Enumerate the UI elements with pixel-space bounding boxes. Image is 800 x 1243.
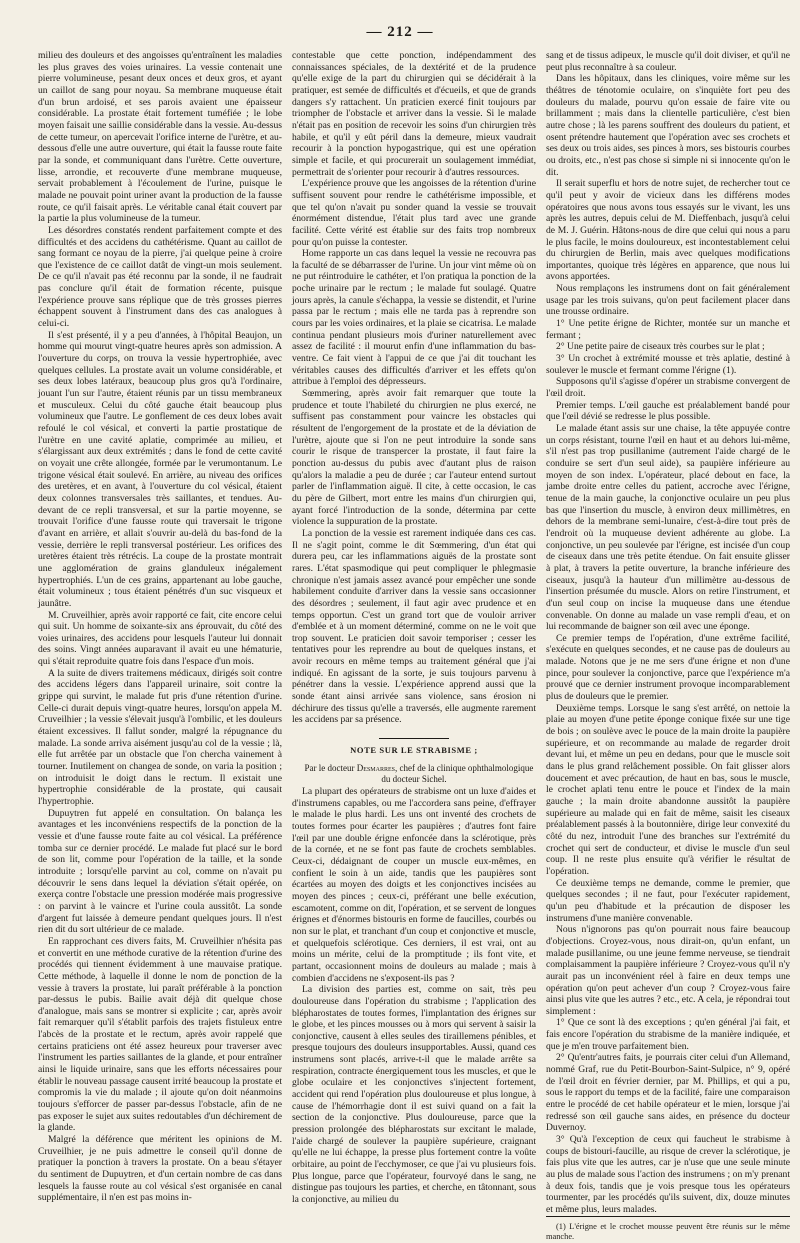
paragraph: 1° Une petite érigne de Richter, montée sur un manche et fermant ;	[546, 318, 790, 341]
paragraph: Ce deuxième temps ne demande, comme le premier, que quelques secondes ; il ne faut, pour l'exécuter rapidement, qu'un peu d'habitude et la précaution de disposer les instrumens d'une manière convenable.	[546, 877, 790, 924]
paragraph: En rapprochant ces divers faits, M. Cruveilhier n'hésita pas et convertit en une méthode curative de la rétention d'urine des procédés qui tiennent évidemment à une mauvaise pratique. Cette méthode, à laquelle il donne le nom de ponction de la vessie à travers la prostate, lui paraît préférable à la ponction par-dessus le pubis. Bailie avait déjà dit quelque chose d'analogue, mais sans se montrer si explicite ; car, après avoir fait remarquer qu'il s'établit parfois des trajets fistuleux entre l'abcès de la prostate et le rectum, après avoir rappelé que certains praticiens ont été assez heureux pour traverser avec l'instrument les parties saillantes de la glande, et pour entraîner ainsi le liquide urinaire, sans que les efforts nécessaires pour établir le nouveau passage causent irrité beaucoup la prostate et compromis la vie du malade ; il ajoute qu'on doit néanmoins toujours s'efforcer de passer par-dessus l'obstacle, afin de ne pas exposer le sujet aux suites redoutables d'un déchirement de la glande.	[38, 935, 282, 1134]
paragraph: 1° Que ce sont là des exceptions ; qu'en général j'ai fait, et fais encore l'opération du strabisme de la manière indiquée, et que je m'en trouve parfaitement bien.	[546, 1017, 790, 1052]
paragraph: contestable que cette ponction, indépendamment des connaissances spéciales, de la dextérité et de la prudence qu'elle exige de la part du chirurgien qui se décidérait à la pratiquer, est semée de difficultés et d'écueils, et que de grands dangers s'y rattachent. Un praticien exercé finit toujours par triompher de l'obstacle et arriver dans la vessie. Si le malade n'était pas en position de recevoir les soins d'un chirurgien très habile, et qu'il y eût péril dans la demeure, mieux vaudrait recourir à la ponction hypogastrique, qui est une opération simple et facile, et qui procurerait un soulagement immédiat, permettrait de s'orienter pour recourir à d'autres ressources.	[292, 50, 536, 178]
section-rule	[379, 738, 449, 739]
paragraph: Premier temps. L'œil gauche est préalablement bandé pour que l'œil dévié se redresse le plus possible.	[546, 399, 790, 423]
paragraph: La division des parties est, comme on sait, très peu douloureuse dans l'opération du strabisme ; l'application des blépharostates de toutes formes, l'implantation des érignes sur le globe, et les pinces mousses ou à mors qui servent à saisir la conjonctive, causent à elles seules des tiraillemens pénibles, et presque toujours des douleurs insupportables. Aussi, quand ces instrumens sont placés, arrive-t-il que le malade arrête sa respiration, contracte énergiquement tous les muscles, et que le globe oculaire et les conjonctives s'injectent fortement, accident qui rend l'opération plus douloureuse et plus longue, à cause de l'hémorrhagie dont il est suivi quand on a fait la section de la conjonctive. Plus douloureuse, parce que la pression prolongée des blépharostats sur excitant le malade, l'aide chargé de soulever la paupière supérieure, craignant qu'elle ne lui échappe, la presse plus fortement contre la voûte orbitaire, au point de l'ecchymoser, ce que j'ai vu plusieurs fois. Plus longue, parce que l'opérateur, fourvoyé dans le sang, ne distingue pas toujours les parties, et cherche, en tâtonnant, sous la conjonctive, au milieu du	[292, 984, 536, 1205]
paragraph: sang et de tissus adipeux, le muscle qu'il doit diviser, et qu'il ne peut plus reconnaître à sa couleur.	[546, 50, 790, 73]
page-number: — 212 —	[366, 24, 434, 40]
paragraph: Home rapporte un cas dans lequel la vessie ne recouvra pas la faculté de se débarrasser de l'urine. Un jour vint même où on ne put réintroduire le cathéter, et l'on pratiqua la ponction de la poche urinaire par le rectum ; le malade fut soulagé. Quatre jours après, la canule s'échappa, la vessie se distendit, et l'urine passa par le rectum ; mais elle ne tarda pas à reprendre son cours par les voies ordinaires, et la plaie se cicatrisa. Le malade continua pendant plusieurs mois d'uriner naturellement avec assez de facilité : il mourut enfin d'une inflammation du bas-ventre. Ce fait vient à l'appui de ce que j'ai dit touchant les véritables causes des difficultés d'arriver et les effets qu'on attribue à l'emploi des dépresseurs.	[292, 248, 536, 388]
paragraph: Deuxième temps. Lorsque le sang s'est arrêté, on nettoie la plaie au moyen d'une petite éponge conique fixée sur une tige de bois ; on soulève avec le pouce de la main droite la paupière supérieure, et on recommande au malade de regarder droit devant lui, et même un peu en dedans, pour que le muscle soit dans le plus grand relâchement possible. On fait glisser alors doucement et avec précaution, de haut en bas, sous le muscle, le crochet aplati tenu entre le pouce et l'index de la main gauche ; la main droite abandonne aussitôt la paupière supérieure au malade qui en fait de même, saisit les ciseaux préalablement passés à la boutonnière, dirige leur convexité du côté du nez, introduit l'une des branches sur l'extrémité du crochet qui sert de conducteur, et divise le muscle d'un seul coup. Il ne reste plus ensuite qu'à vérifier le résultat de l'opération.	[546, 702, 790, 877]
paragraph: La plupart des opérateurs de strabisme ont un luxe d'aides et d'instrumens capables, ou me l'accordera sans peine, d'effrayer le malade le plus hardi. Les uns ont inventé des crochets de toutes formes pour écarter les paupières ; d'autres font faire l'œil par une double érigne enfoncée dans la sclérotique, près de la cornée, et ne se font pas faute de crochets semblables. Ceux-ci, dédaignant de couper un muscle eux-mêmes, en confient le soin à un aide, tandis que les paupières sont écartées au moyen des doigts et les conjonctives incisées au moyen des pinces ; ceux-ci, préférant une belle exécution, escamotent, comme on dit, l'opération, et se servent de longues érignes et d'énormes bistouris en forme de faucilles, courbés ou non sur le plat, et tranchant d'un coup et conjonctive et muscle, et quelquefois sclérotique. Ces derniers, il est vrai, ont au moins un mérite, celui de la promptitude ; ils font vite, et partant, occasionnent moins de douleurs au malade ; mais à combien d'accidens ne s'exposent-ils pas ?	[292, 786, 536, 984]
paragraph: Malgré la déférence que méritent les opinions de M. Cruveilhier, je ne puis admettre le conseil qu'il donne de pratiquer la ponction à travers la prostate. On a beau s'étayer du sentiment de Dupuytren, et d'un certain nombre de cas dans lesquels la fausse route au col vésical s'est organisée en canal supplémentaire, il n'en est pas moins in-	[38, 1134, 282, 1204]
paragraph: L'expérience prouve que les angoisses de la rétention d'urine suffisent souvent pour rendre le cathétérisme impossible, et que tel qu'on n'avait pu sonder quand la vessie se trouvait énormément distendue, l'était plus tard avec une grande facilité. Cette vérité est établie sur des faits trop nombreux pour qu'on puisse la contester.	[292, 178, 536, 248]
section-title: NOTE SUR LE STRABISME ;	[350, 745, 478, 756]
paragraph: Ce premier temps de l'opération, d'une extrême facilité, s'exécute en quelques secondes, et ne cause pas de douleurs au malade. Notons que je ne me sers d'une érigne et non d'une pince, pour soulever la conjonctive, parce que l'expérience m'a prouvé que ce dernier instrument provoque incomparablement plus de douleurs que le premier.	[546, 632, 790, 703]
text-columns	[38, 50, 790, 1242]
paragraph: Il serait superflu et hors de notre sujet, de rechercher tout ce qu'il peut y avoir de vicieux dans les différens modes opératoires que nous avons tous essayés sur le vivant, les uns après les autres, depuis celui de M. Dieffenbach, jusqu'à celui de M. J. Guérin. Hâtons-nous de dire que celui qui nous a paru le plus facile, le moins douloureux, est incontestablement celui du chirurgien de Berlin, mais avec quelques modifications importantes, quoique très légères en apparence, que nous lui avons apportées.	[546, 178, 790, 283]
paragraph: Sœmmering, après avoir fait remarquer que toute la prudence et toute l'habileté du chirurgien ne plus exercé, ne suffisent pas constamment pour vaincre les obstacles qui résultent de l'engorgement de la prostate et de la déviation de l'urètre, ajoute que si l'on ne peut introduire la sonde sans courir le risque de transpercer la prostate, il faut faire la ponction au-dessus du pubis avec d'autant plus de raison qu'alors la maladie a peu de durée ; car l'auteur entend surtout parler de l'inflammation aiguë. Il cite, à cette occasion, le cas du père de Gilbert, mort entre les mains d'un chirurgien qui, ayant forcé l'introduction de la sonde, détermina par cette violence la suppuration de la prostate.	[292, 388, 536, 528]
paragraph: 3° Un crochet à extrémité mousse et très aplatie, destiné à soulever le muscle et fermant comme l'érigne (1).	[546, 353, 790, 376]
column-left	[38, 50, 282, 1204]
paragraph: Nous remplaçons les instrumens dont on fait généralement usage par les trois suivans, qu'on peut facilement placer dans une trousse ordinaire.	[546, 283, 790, 318]
paragraph: Dupuytren fut appelé en consultation. On balança les avantages et les inconvéniens respectifs de la ponction de la vessie et d'une fausse route faite au col vésical. La préférence tomba sur ce dernier procédé. Le malade fut placé sur le bord de son lit, comme pour l'opération de la taille, et la sonde introduite ; lorsqu'elle parvint au col, comme on n'avait pu découvrir le sens dans lequel la déviation s'était opérée, on exerça contre l'obstacle une pression modérée mais progressive : on parvint à le vaincre et l'urine coula aussitôt. La sonde d'argent fut laissée à demeure pendant quelques jours. Il n'est rien dit du sort ultérieur de ce malade.	[38, 807, 282, 936]
paragraph: 2° Une petite paire de ciseaux très courbes sur le plat ;	[556, 341, 765, 353]
paragraph: Dans les hôpitaux, dans les cliniques, voire même sur les théâtres de ténotomie oculaire, on s'inquiète fort peu des douleurs du malade, pourvu qu'on essaie de faire vite ou brillamment ; mais dans la clientelle particulière, c'est bien autre chose ; là les parens souffrent des douleurs du patient, et osent prétendre hautement que l'opération avec ses crochets et ses deux ou trois aides, ses pinces à mors, ses bistouris courbes ou droits, etc., n'est pas chose si simple ni si innocente qu'on le dit.	[546, 73, 790, 178]
section-heading	[292, 738, 536, 757]
byline-suffix: , chef de la clinique ophthalmologique du docteur Sichel.	[381, 762, 534, 785]
paragraph: Le malade étant assis sur une chaise, la tête appuyée contre un corps résistant, tourne l'œil en haut et au dehors lui-même, s'il n'est pas trop pusillanime (autrement l'aide chargé de le conduire se sert d'un seul aide), sa paupière inférieure au moyen de son index. L'opérateur, placé debout en face, la jambe droite entre celles du patient, accroche avec l'érigne, tenue de la main gauche, la conjonctive oculaire un peu plus bas que l'insertion du muscle, à environ deux millimètres, en dehors de la membrane semi-lunaire, c'est-à-dire tout près de l'endroit où la muqueuse devient adhérente au globe. La conjonctive, un peu soulevée par l'érigne, est incisée d'un coup de ciseaux dans une très petite étendue. On fait ensuite glisser à plat, à travers la petite ouverture, la branche inférieure des ciseaux, jusqu'à la hauteur d'un millimètre au-dessous de l'insertion présumée du muscle. Alors on retire l'instrument, et d'un seul coup on incise la muqueuse dans une étendue convenable. On donne au malade un vase rempli d'eau, et on lui recommande de baigner son œil avec une éponge.	[546, 423, 790, 633]
footnote: (1) L'érigne et le crochet mousse peuvent être réunis sur le même manche.	[546, 1216, 790, 1243]
column-right	[546, 50, 790, 1242]
paragraph: milieu des douleurs et des angoisses qu'entraînent les maladies les plus graves des voies urinaires. La vessie contenait une pierre volumineuse, pesant deux onces et deux gros, et ayant un caillot de sang pour noyau. Sa membrane muqueuse était d'un brun ardoisé, et ses parois avaient une épaisseur considérable. La prostate était fortement tuméfiée ; le lobe moyen faisait une saillie considérable dans la vessie. Au-dessus de cette tumeur, on apercevait l'orifice interne de l'urètre, et au-dessous d'elle une autre ouverture, qui était la fausse route faite par la sonde, et communiquant dans l'urètre. Cette ouverture, lisse, arrondie, et recouverte d'une membrane muqueuse, servait probablement à l'écoulement de l'urine, puisque le malade ne pouvait point uriner avant la production de la fausse route, ce qu'il faisait après. Le véritable canal était couvert par la partie la plus volumineuse de la tumeur.	[38, 50, 282, 225]
paragraph: 3° Qu'à l'exception de ceux qui faucheut le strabisme à coups de bistouri-faucille, au risque de crever la sclérotique, je fais plus vite que les autres, car je n'use que une seule minute au plus de malade sous l'action des instrumens ; on m'y prenant à deux fois, tandis que je vois presque tous les opérateurs tourmenter, par les procédés qu'ils suivent, dix, douze minutes et même plus, leurs malades.	[546, 1134, 790, 1215]
byline-author: Desmarres	[356, 762, 395, 773]
paragraph: Nous n'ignorons pas qu'on pourrait nous faire beaucoup d'objections. Croyez-vous, nous dirait-on, qu'un enfant, un malade pusillanime, ou une jeune femme nerveuse, se tiendrait complaisamment la paupière inférieure ? Croyez-vous qu'il n'y aurait pas un inconvénient réel à faire en deux temps une opération qu'on peut achever d'un coup ? Croyez-vous faire ainsi plus vite que les autres ? etc., etc. A cela, je répondrai tout simplement :	[546, 924, 790, 1017]
paragraph: Supposons qu'il s'agisse d'opérer un strabisme convergent de l'œil droit.	[546, 376, 790, 400]
paragraph: M. Cruveilhier, après avoir rapporté ce fait, cite encore celui qui suit. Un homme de soixante-six ans éprouvait, du côté des voies urinaires, des accidens pour lesquels l'auteur lui donnait des soins. Vingt années auparavant il avait eu une hématurie, qui s'était reproduite quatre fois dans l'espace d'un mois.	[38, 609, 282, 668]
paragraph: A la suite de divers traitemens médicaux, dirigés soit contre des accidens légers dans l'appareil urinaire, soit contre la grippe qui survint, le malade fut pris d'une rétention d'urine. Celle-ci durait depuis vingt-quatre heures, lorsqu'on appela M. Cruveilhier ; la vessie s'élevait jusqu'à l'ombilic, et les douleurs étaient excessives. Il fallut sonder, malgré la répugnance du malade. La sonde arriva aisément jusqu'au col de la vessie ; là, elle fut arrêtée par un obstacle que l'on chercha vainement à tourner. Inutilement on changea de sonde, on varia la position ; on introduisit le doigt dans le rectum. Il existait une hypertrophie considérable de la prostate, qui causait l'hypertrophie.	[38, 667, 282, 807]
section-byline	[292, 763, 536, 786]
byline-prefix: Par le docteur	[304, 762, 357, 773]
paragraph: La ponction de la vessie est rarement indiquée dans ces cas. Il ne s'agit point, comme le dit Sœmmering, d'un état qui durera peu, car les inflammations aiguës de la prostate sont rares. L'état spasmodique qui peut compliquer le phlegmasie chronique n'est jamais assez avancé pour empêcher une sonde habilement conduite d'arriver dans la vessie sans occasionner des désordres ; seulement, il faut agir avec prudence et en temps opportun. C'est un grand tort que de vouloir arriver d'emblée et à un moment déterminé, comme on ne le voit que trop souvent. Le praticien doit savoir temporiser ; cesser les tentatives pour les reprendre au bout de quelques instans, et avoir recours en même temps au traitement général que j'ai indiqué. En agissant de la sorte, je suis toujours parvenu à pénétrer dans la vessie. L'expérience apprend aussi que la sonde étant ainsi arrivée sans violence, sans érosion ni déchirure des tissus qu'elle a traversés, elle augmente rarement les accidens par sa présence.	[292, 527, 536, 726]
paragraph: 2° Qu'entr'autres faits, je pourrais citer celui d'un Allemand, nommé Graf, rue du Petit-Bourbon-Saint-Sulpice, n° 9, opéré de l'œil droit en février dernier, par M. Phillips, et qui a pu, sous le rapport du temps et de la facilité, faire une comparaison entre le procédé de cet habile opérateur et le mien, lorsque j'ai redressé son œil gauche sans aides, en présence du docteur Duvernoy.	[546, 1052, 790, 1134]
paragraph: Il s'est présenté, il y a peu d'années, à l'hôpital Beaujon, un homme qui mourut vingt-quatre heures après son admission. A l'ouverture du corps, on trouva la vessie hypertrophiée, avec quelques cellules. La prostate avait un volume considérable, et ses deux lobes latéraux, beaucoup plus gros qu'à l'ordinaire, jouant l'un sur l'autre, étaient réunis par un tissu membraneux et musculeux. Celui du côté gauche était beaucoup plus volumineux que l'autre. Le gonflement de ces deux lobes avait refoulé le col vésical, et converti la partie prostatique de l'urètre en une cavité aplatie, comprimée au milieu, et s'élargissant aux deux extrémités ; dans le fond de cette cavité on voyait une crête allongée, formée par le verumontanum. Le trigone vésical était soulevé. En arrière, au niveau des orifices des uretères, et en avant, à l'ouverture du col vésical, étaient deux colonnes transversales très saillantes, et tendues. Au-devant de ce repli transversal, et sur la partie moyenne, se trouvait l'orifice d'une fausse route qui traversait le trigone d'avant en arrière, et allait s'ouvrir au-delà du bas-fond de la vessie, derrière le repli transversal postérieur. Les orifices des uretères étaient très rétrécis. La coupe de la prostate montrait une agglomération de grains glanduleux inégalement hypertrophiés. L'un de ces grains, appartenant au lobe gauche, était volumineux ; tous étaient pénétrés d'un suc visqueux et jaunâtre.	[38, 329, 282, 609]
paragraph: Les désordres constatés rendent parfaitement compte et des difficultés et des accidens du cathétérisme. Quant au caillot de sang formant ce noyau de la pierre, j'ai quelque peine à croire que l'existence de ce caillot datât de vingt-un mois seulement. De ce qu'il n'avait pas été reconnu par la sonde, il ne faudrait pas conclure qu'il était de formation récente, puisque l'expérience prouve sans réplique que de très grosses pierres échappent souvent à l'instrument dans des cas analogues à celui-ci.	[38, 224, 282, 330]
column-middle	[292, 50, 536, 1205]
